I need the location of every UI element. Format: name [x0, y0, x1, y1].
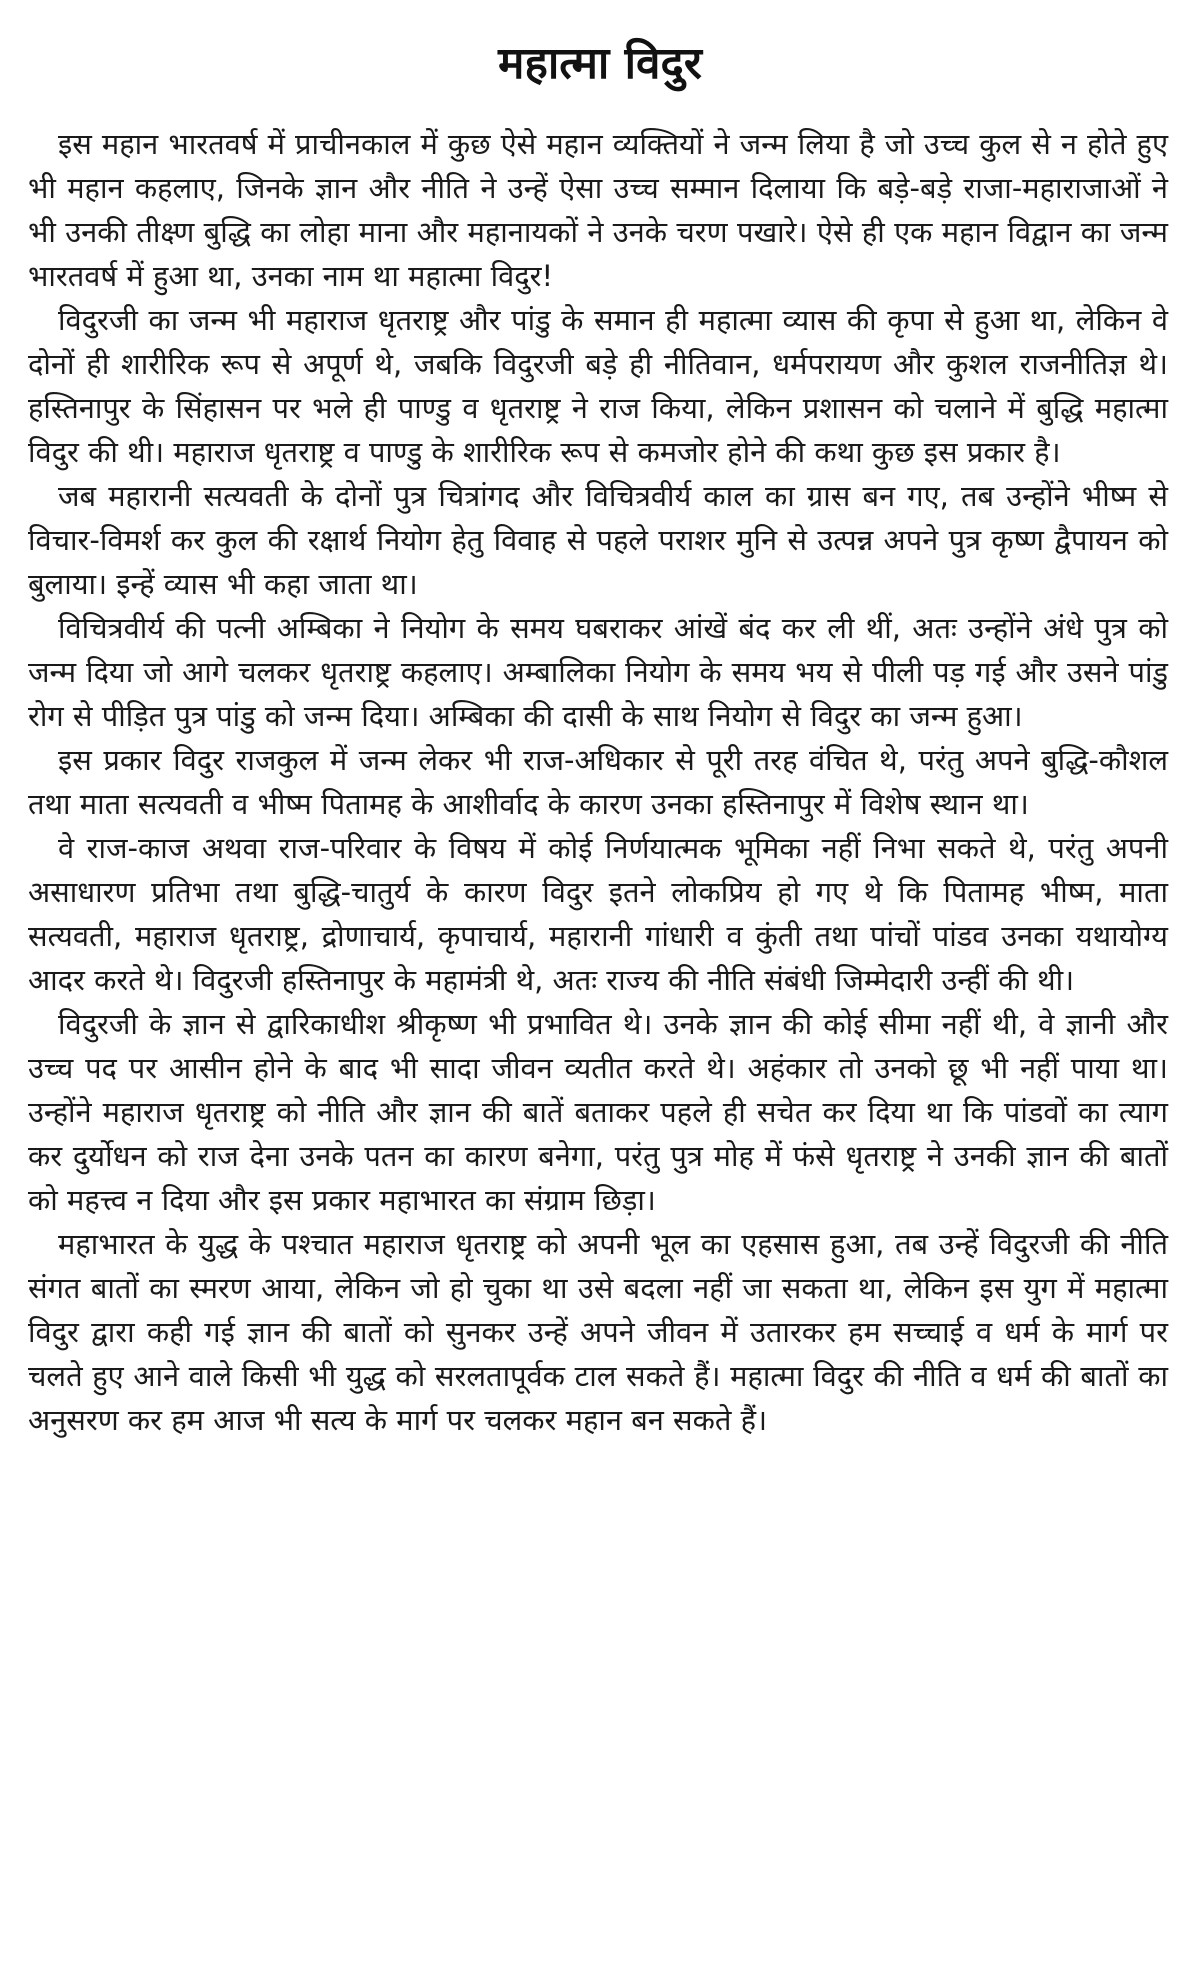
- paragraph-5: इस प्रकार विदुर राजकुल में जन्म लेकर भी राज-अधिकार से पूरी तरह वंचित थे, परंतु अपने बुद्धि-कौशल तथा माता सत्यवती व भीष्म पितामह के आशीर्वाद के कारण उनका हस्तिनापुर में विशेष स्थान था।: [28, 743, 1168, 821]
- paragraph-7: विदुरजी के ज्ञान से द्वारिकाधीश श्रीकृष्ण भी प्रभावित थे। उनके ज्ञान की कोई सीमा नहीं थी, वे ज्ञानी और उच्च पद पर आसीन होने के बाद भी सादा जीवन व्यतीत करते थे। अहंकार तो उनको छू भी नहीं पाया था। उन्होंने महाराज धृतराष्ट्र को नीति और ज्ञान की बातें बताकर पहले ही सचेत कर दिया था कि पांडवों का त्याग कर दुर्योधन को राज देना उनके पतन का कारण बनेगा, परंतु पुत्र मोह में फंसे धृतराष्ट्र ने उनकी ज्ञान की बातों को महत्त्व न दिया और इस प्रकार महाभारत का संग्राम छिड़ा।: [28, 1007, 1168, 1217]
- paragraph-1: इस महान भारतवर्ष में प्राचीनकाल में कुछ ऐसे महान व्यक्तियों ने जन्म लिया है जो उच्च कुल से न होते हुए भी महान कहलाए, जिनके ज्ञान और नीति ने उन्हें ऐसा उच्च सम्मान दिलाया कि बड़े-बड़े राजा-महाराजाओं ने भी उनकी तीक्ष्ण बुद्धि का लोहा माना और महानायकों ने उनके चरण पखारे। ऐसे ही एक महान विद्वान का जन्म भारतवर्ष में हुआ था, उनका नाम था महात्मा विदुर!: [28, 127, 1168, 293]
- paragraph-8: महाभारत के युद्ध के पश्चात महाराज धृतराष्ट्र को अपनी भूल का एहसास हुआ, तब उन्हें विदुरजी की नीति संगत बातों का स्मरण आया, लेकिन जो हो चुका था उसे बदला नहीं जा सकता था, लेकिन इस युग में महात्मा विदुर द्वारा कही गई ज्ञान की बातों को सुनकर उन्हें अपने जीवन में उतारकर हम सच्चाई व धर्म के मार्ग पर चलते हुए आने वाले किसी भी युद्ध को सरलतापूर्वक टाल सकते हैं। महात्मा विदुर की नीति व धर्म की बातों का अनुसरण कर हम आज भी सत्य के मार्ग पर चलकर महान बन सकते हैं।: [28, 1227, 1168, 1437]
- paragraph-4: विचित्रवीर्य की पत्नी अम्बिका ने नियोग के समय घबराकर आंखें बंद कर ली थीं, अतः उन्होंने अंधे पुत्र को जन्म दिया जो आगे चलकर धृतराष्ट्र कहलाए। अम्बालिका नियोग के समय भय से पीली पड़ गई और उसने पांडु रोग से पीड़ित पुत्र पांडु को जन्म दिया। अम्बिका की दासी के साथ नियोग से विदुर का जन्म हुआ।: [28, 611, 1168, 733]
- document-body: [28, 122, 1168, 1442]
- paragraph-3: जब महारानी सत्यवती के दोनों पुत्र चित्रांगद और विचित्रवीर्य काल का ग्रास बन गए, तब उन्होंने भीष्म से विचार-विमर्श कर कुल की रक्षार्थ नियोग हेतु विवाह से पहले पराशर मुनि से उत्पन्न अपने पुत्र कृष्ण द्वैपायन को बुलाया। इन्हें व्यास भी कहा जाता था।: [28, 479, 1168, 601]
- page-title: महात्मा विदुर: [498, 38, 702, 89]
- paragraph-2: विदुरजी का जन्म भी महाराज धृतराष्ट्र और पांडु के समान ही महात्मा व्यास की कृपा से हुआ था, लेकिन वे दोनों ही शारीरिक रूप से अपूर्ण थे, जबकि विदुरजी बड़े ही नीतिवान, धर्मपरायण और कुशल राजनीतिज्ञ थे। हस्तिनापुर के सिंहासन पर भले ही पाण्डु व धृतराष्ट्र ने राज किया, लेकिन प्रशासन को चलाने में बुद्धि महात्मा विदुर की थी। महाराज धृतराष्ट्र व पाण्डु के शारीरिक रूप से कमजोर होने की कथा कुछ इस प्रकार है।: [28, 303, 1168, 469]
- paragraph-6: वे राज-काज अथवा राज-परिवार के विषय में कोई निर्णयात्मक भूमिका नहीं निभा सकते थे, परंतु अपनी असाधारण प्रतिभा तथा बुद्धि-चातुर्य के कारण विदुर इतने लोकप्रिय हो गए थे कि पितामह भीष्म, माता सत्यवती, महाराज धृतराष्ट्र, द्रोणाचार्य, कृपाचार्य, महारानी गांधारी व कुंती तथा पांचों पांडव उनका यथायोग्य आदर करते थे। विदुरजी हस्तिनापुर के महामंत्री थे, अतः राज्य की नीति संबंधी जिम्मेदारी उन्हीं की थी।: [28, 831, 1168, 997]
